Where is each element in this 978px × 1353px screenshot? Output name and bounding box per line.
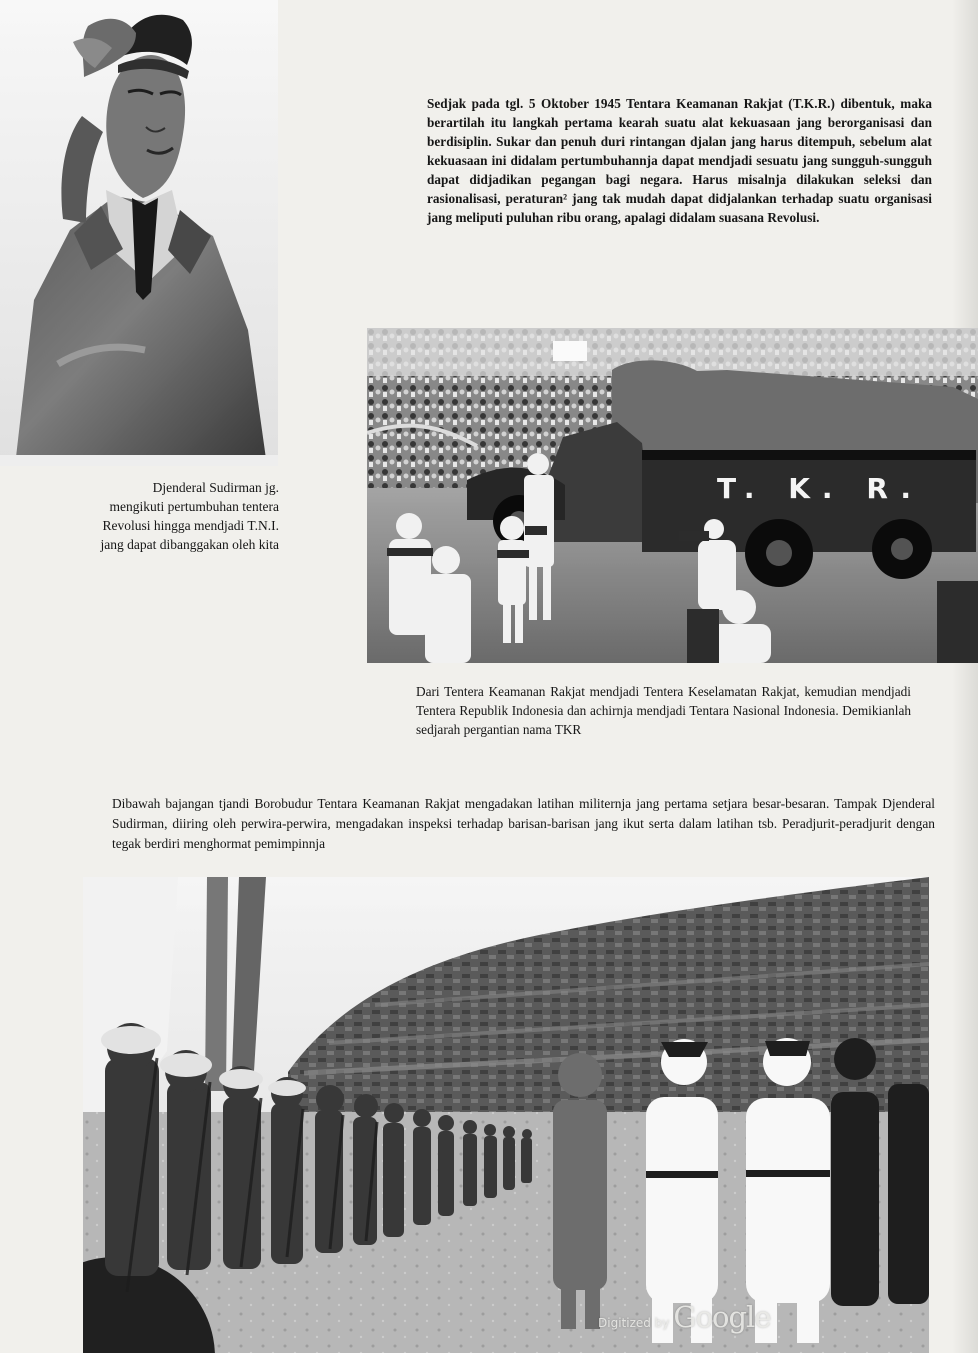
general-sudirman-salute-photo bbox=[0, 0, 278, 466]
salute-photo-illustration bbox=[0, 0, 278, 466]
tkr-truck-parade-photo bbox=[367, 328, 978, 663]
intro-paragraph: Sedjak pada tgl. 5 Oktober 1945 Tentara Keamanan Rakjat (T.K.R.) dibentuk, maka berartilah itu langkah pertama kearah suatu alat kekuasaan jang berorganisasi dan berdisiplin. Sukar dan penuh duri rintangan djalan jang harus ditempuh, sebelum alat kekuasaan ini didalam pertumbuhannja dapat mendjadi sesuatu jang sungguh-sungguh dapat didjadikan pegangan bagi negara. Harus misalnja dilakukan seleksi dan rasionalisasi, peraturan² jang tak mudah dapat didjalankan terhadap suatu organisasi jang meliputi puluhan ribu orang, apalagi didalam suasana Revolusi. bbox=[427, 96, 932, 225]
google-logo-text: Google bbox=[673, 1300, 771, 1334]
digitized-by-google-watermark bbox=[598, 1300, 771, 1332]
borobudur-caption: Dibawah bajangan tjandi Borobudur Tentara Keamanan Rakjat mengadakan latihan militernja jang pertama setjara besar-besaran. Tampak Djenderal Sudirman, diiring oleh perwira-perwira, mengadakan inspeksi terhadap barisan-barisan jang ikut serta dalam latihan tsb. Peradjurit-peradjurit dengan tegak berdiri menghormat pemimpinnja bbox=[112, 796, 935, 851]
truck-photo-illustration bbox=[367, 328, 978, 663]
page-edge-shadow bbox=[952, 0, 978, 1353]
truck-tkr-label: T. K. R. bbox=[717, 472, 924, 505]
borobudur-photo-illustration bbox=[83, 877, 929, 1353]
portrait-caption: Djenderal Sudirman jg. mengikuti pertumbuhan tentera Revolusi hingga mendjadi T.N.I. jang dapat dibanggakan oleh kita bbox=[100, 480, 279, 552]
borobudur-inspection-photo bbox=[83, 877, 929, 1353]
watermark-prefix: Digitized by bbox=[598, 1316, 670, 1330]
truck-photo-caption: Dari Tentera Keamanan Rakjat mendjadi Tentera Keselamatan Rakjat, kemudian mendjadi Tentera Republik Indonesia dan achirnja mendjadi Tentara Nasional Indonesia. Demikianlah sedjarah pergantian nama TKR bbox=[416, 684, 911, 737]
